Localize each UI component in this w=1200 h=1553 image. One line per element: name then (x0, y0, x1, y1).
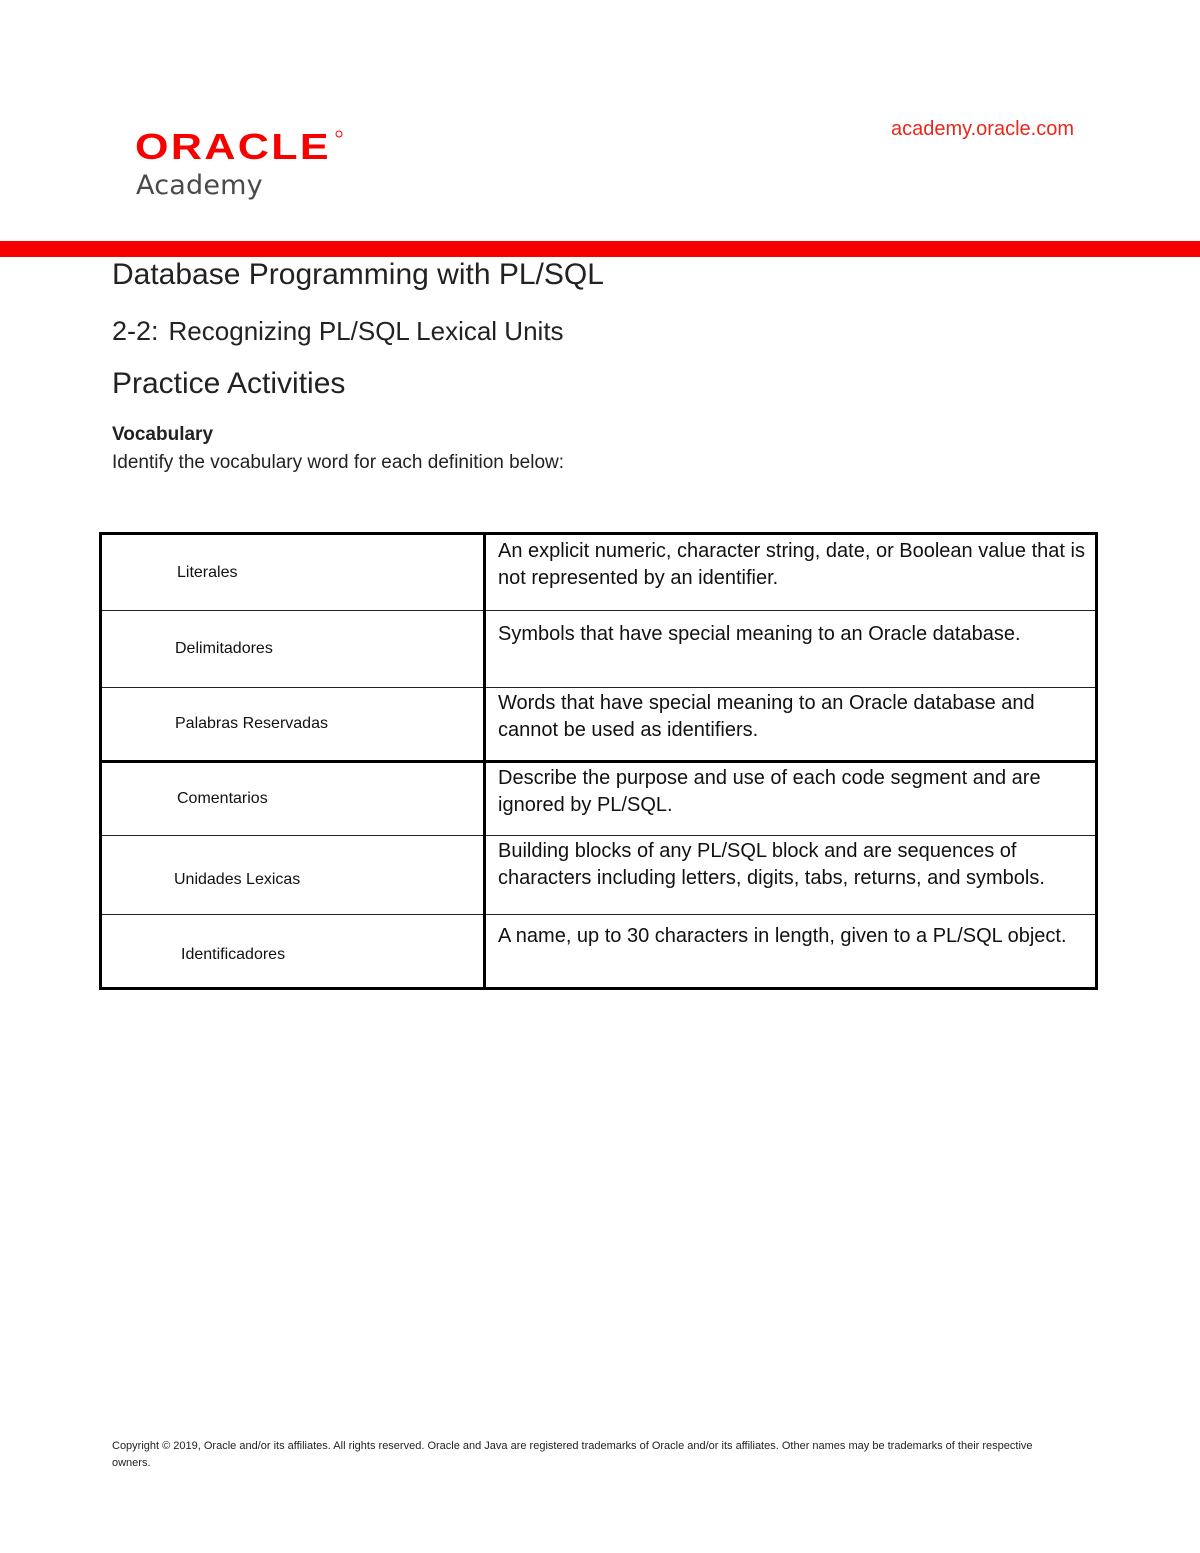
table-row (101, 915, 1097, 989)
vocabulary-instructions: Identify the vocabulary word for each definition below: (112, 452, 565, 473)
table-row (101, 836, 1097, 915)
academy-site-link[interactable]: academy.oracle.com (890, 118, 1074, 140)
vocabulary-table (99, 532, 1098, 990)
table-row (101, 611, 1097, 688)
definition-cell: Describe the purpose and use of each code segment and are ignored by PL/SQL. (485, 762, 1097, 836)
term-cell: Identificadores (101, 915, 485, 989)
section-title: Practice Activities (112, 367, 346, 400)
oracle-wordmark-logo (135, 130, 345, 164)
definition-cell: Words that have special meaning to an Oracle database and cannot be used as identifiers. (485, 688, 1097, 762)
term-cell: Palabras Reservadas (101, 688, 485, 762)
term-cell: Comentarios (101, 762, 485, 836)
course-title: Database Programming with PL/SQL (112, 258, 604, 291)
term-cell: Unidades Lexicas (101, 836, 485, 915)
definition-cell: Symbols that have special meaning to an Oracle database. (485, 611, 1097, 688)
copyright-notice: Copyright © 2019, Oracle and/or its affiliates. All rights reserved. Oracle and Java are registered trademarks of Oracle and/or its affiliates. Other names may be trademarks of their respective owners. (112, 1440, 1033, 1469)
table-row (101, 688, 1097, 762)
oracle-wordmark-text: ORACLE (135, 130, 331, 164)
vocabulary-heading: Vocabulary (112, 424, 214, 445)
registered-mark-icon (336, 131, 342, 137)
definition-cell: Building blocks of any PL/SQL block and are sequences of characters including letters, digits, tabs, returns, and symbols. (485, 836, 1097, 915)
lesson-number: 2-2: (112, 316, 159, 346)
term-cell: Delimitadores (101, 611, 485, 688)
definition-cell: A name, up to 30 characters in length, given to a PL/SQL object. (485, 915, 1097, 989)
table-row (101, 762, 1097, 836)
term-cell: Literales (101, 534, 485, 611)
table-row (101, 534, 1097, 611)
lesson-heading (112, 316, 564, 347)
oracle-academy-logo (135, 130, 355, 210)
header-divider (0, 241, 1200, 257)
definition-cell: An explicit numeric, character string, date, or Boolean value that is not represented by an identifier. (485, 534, 1097, 611)
lesson-name: Recognizing PL/SQL Lexical Units (168, 316, 564, 346)
logo-subtitle: Academy (136, 170, 263, 201)
